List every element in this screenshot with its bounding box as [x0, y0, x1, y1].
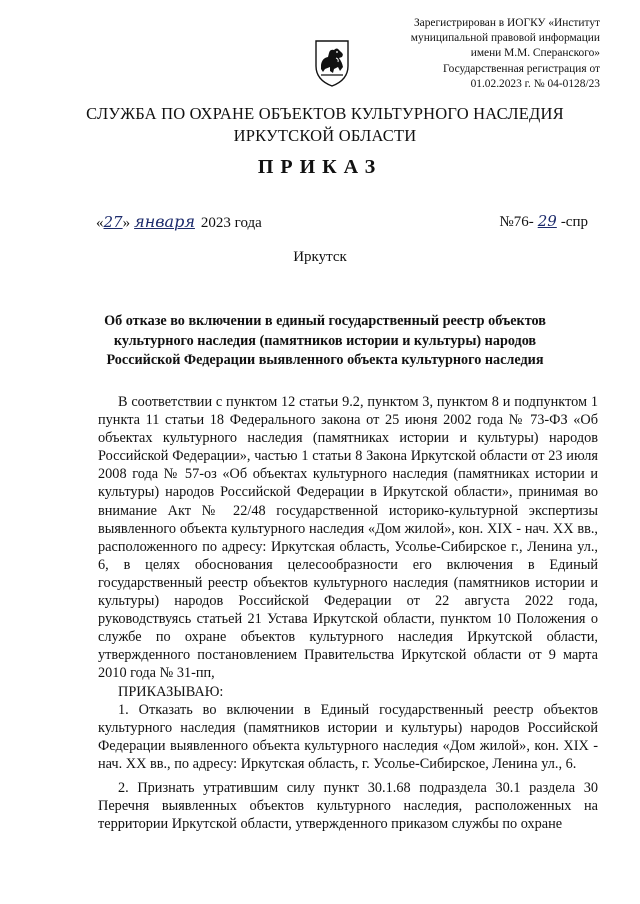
- preamble-paragraph: В соответствии с пунктом 12 статьи 9.2, пунктом 3, пунктом 8 и подпунктом 1 пункта 11 статьи 18 Федерального закона от 25 июня 2002 года № 73-ФЗ «Об объектах культурного наследия (памятниках истории и культуры) народов Российской Федерации», частью 1 статьи 8 Закона Иркутской области от 23 июля 2008 года № 57-оз «Об объектах культурного наследия (памятниках истории и культуры) народов Российской Федерации в Иркутской области», принимая во внимание Акт № 22/48 государственной историко-культурной экспертизы выявленного объекта культурного наследия «Дом жилой», кон. XIX - нач. XX вв., расположенного по адресу: Иркутская область, Усолье-Сибирское г., Ленина ул., 6, в целях обоснования целесообразности его включения в Единый государственный реестр объектов культурного наследия (памятников истории и культуры) народов Российской Федерации от 22 августа 2022 года, руководствуясь статьей 21 Устава Иркутской области, пунктом 10 Положения о службе по охране объектов культурного наследия Иркутской области, утвержденного постановлением Правительства Иркутской области от 9 марта 2010 года № 31-пп,: [98, 394, 598, 682]
- registration-line: муниципальной правовой информации: [410, 32, 600, 45]
- registration-line: Государственная регистрация от: [443, 62, 600, 75]
- number-handwritten: 29: [537, 212, 557, 230]
- registration-line: Зарегистрирован в ИОГКУ «Институт: [413, 17, 600, 29]
- number-prefix: №76-: [499, 214, 534, 230]
- number-suffix: -спр: [560, 214, 588, 230]
- document-date: [96, 212, 262, 232]
- registration-line: 01.02.2023 г. № 04-0128/23: [470, 77, 600, 90]
- document-type-title: ПРИКАЗ: [257, 156, 383, 178]
- date-open-quote: «: [96, 215, 104, 231]
- agency-name-line: СЛУЖБА ПО ОХРАНЕ ОБЪЕКТОВ КУЛЬТУРНОГО НАСЛЕДИЯ: [86, 104, 564, 123]
- date-month-handwritten: января: [134, 212, 195, 231]
- agency-name-line: ИРКУТСКОЙ ОБЛАСТИ: [233, 126, 417, 145]
- order-item-2: 2. Признать утратившим силу пункт 30.1.68 подраздела 30.1 раздела 30 Перечня выявленных объектов культурного наследия, расположенных на территории Иркутской области, утвержденного приказом службы по охране: [98, 779, 598, 833]
- document-city: Иркутск: [293, 249, 347, 265]
- registration-stamp: [340, 16, 600, 92]
- date-close-quote: »: [122, 215, 131, 231]
- document-number: [499, 212, 588, 231]
- date-day-handwritten: 27: [103, 213, 123, 231]
- document-subject: Об отказе во включении в единый государственный реестр объектов культурного наследия (памятников истории и культуры) народов Российской Федерации выявленного объекта культурного наследия: [104, 313, 546, 368]
- document-body: [98, 393, 598, 833]
- date-year: 2023 года: [200, 215, 262, 231]
- registration-line: имени М.М. Сперанского»: [470, 47, 600, 60]
- irkutsk-coat-of-arms-icon: [312, 38, 352, 88]
- order-word: ПРИКАЗЫВАЮ:: [118, 683, 224, 700]
- order-item-1: 1. Отказать во включении в Единый государственный реестр объектов культурного наследия (памятников истории и культуры) народов Российской Федерации выявленного объекта культурного наследия «Дом жилой», кон. XIX - нач. XX вв., по адресу: Иркутская область, г. Усолье-Сибирское, Ленина ул., 6.: [98, 701, 598, 772]
